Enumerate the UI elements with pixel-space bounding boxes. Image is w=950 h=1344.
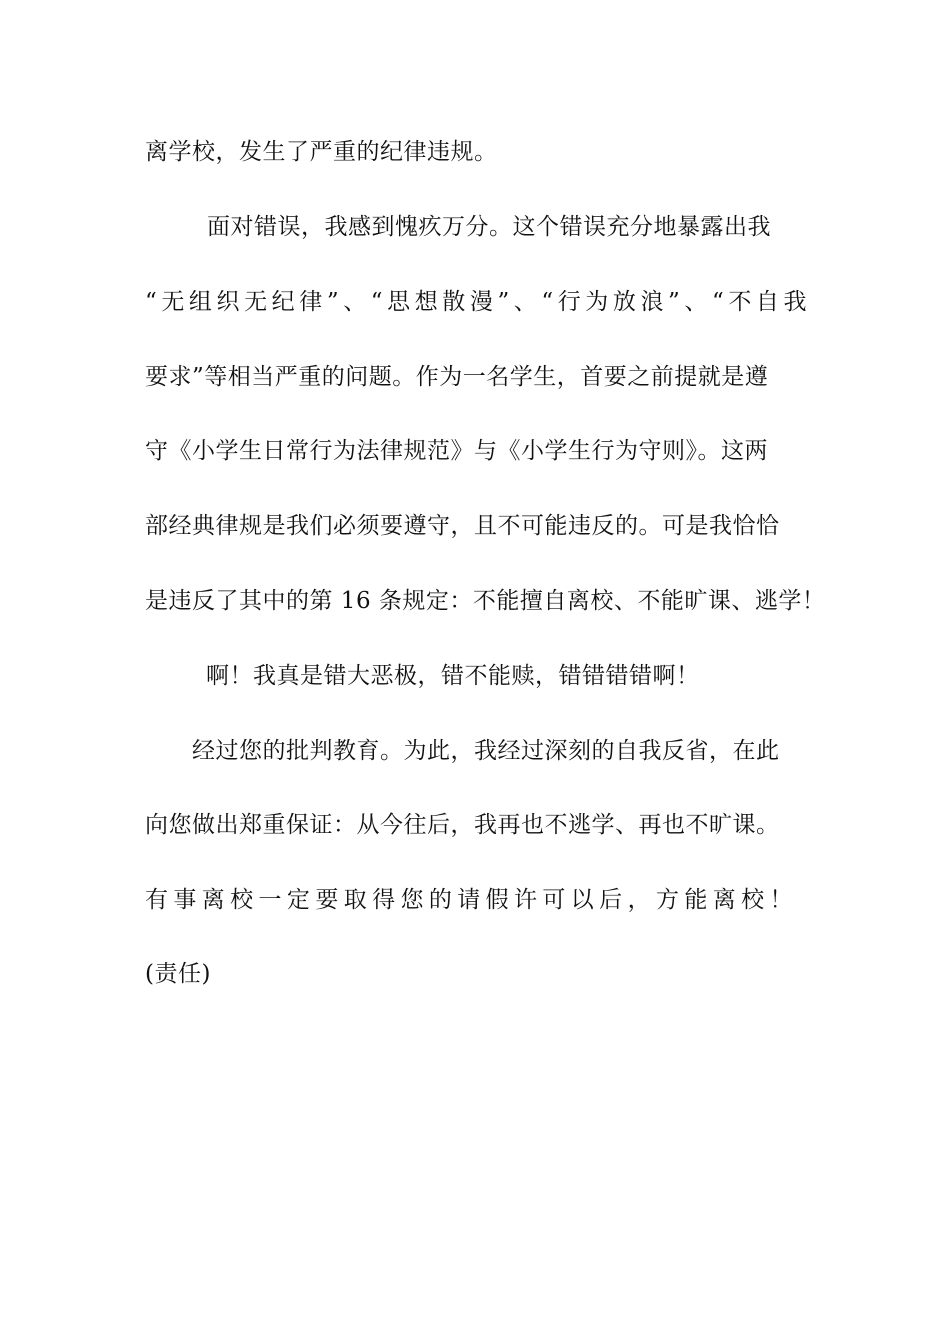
paragraph-line: 面对错误，我感到愧疚万分。这个错误充分地暴露出我 bbox=[207, 214, 771, 240]
paragraph-line: 部经典律规是我们必须要遵守，且不可能违反的。可是我恰恰 bbox=[145, 513, 780, 539]
paragraph-line: 要求”等相当严重的问题。作为一名学生，首要之前提就是遵 bbox=[145, 364, 769, 390]
paragraph-line: 向您做出郑重保证：从今往后，我再也不逃学、再也不旷课。 bbox=[145, 812, 780, 838]
paragraph-line: 啊！我真是错大恶极，错不能赎，错错错错啊！ bbox=[206, 663, 700, 689]
paragraph-line: “无组织无纪律”、“思想散漫”、“行为放浪”、“不自我 bbox=[145, 289, 807, 315]
paragraph-line: 有事离校一定要取得您的请假许可以后，方能离校！ bbox=[145, 887, 793, 913]
paragraph-line: (责任) bbox=[145, 961, 211, 987]
paragraph-line: 守《小学生日常行为法律规范》与《小学生行为守则》。这两 bbox=[145, 438, 768, 464]
paragraph-line: 经过您的批判教育。为此，我经过深刻的自我反省，在此 bbox=[192, 738, 780, 764]
paragraph-line: 是违反了其中的第 16 条规定：不能擅自离校、不能旷课、逃学！ bbox=[145, 588, 826, 614]
paragraph-line: 离学校，发生了严重的纪律违规。 bbox=[145, 139, 498, 165]
